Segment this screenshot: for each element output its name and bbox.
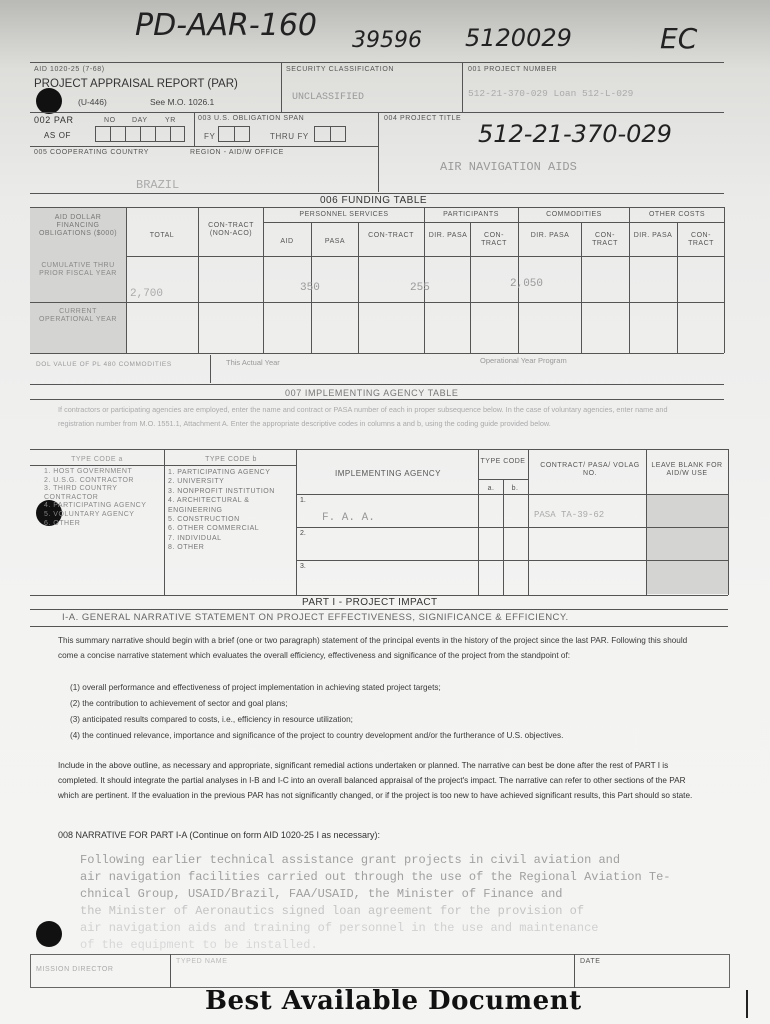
country-label: 005 COOPERATING COUNTRY (34, 149, 150, 156)
handwritten-number: 39596 (352, 28, 422, 53)
blank-header: LEAVE BLANK FOR AID/W USE (651, 462, 723, 477)
agency-row-3-num: 3. (300, 563, 306, 570)
funding-total-header: TOTAL (149, 232, 175, 239)
part1-item-2: (2) the contribution to achievement of sector and goal plans; (70, 699, 288, 708)
code-a-5: 5. VOLUNTARY AGENCY (44, 510, 135, 518)
project-title-value: AIR NAVIGATION AIDS (440, 160, 577, 174)
agency-row-1-num: 1. (300, 497, 306, 504)
handwritten-project-no: 512-21-370-029 (478, 120, 672, 148)
implementing-table-title: 007 IMPLEMENTING AGENCY TABLE (285, 388, 459, 398)
par-label: 002 PAR (34, 115, 74, 125)
funding-commodities-header: COMMODITIES (546, 211, 602, 218)
codes-b-list (168, 468, 294, 553)
code-a-col: a. (487, 485, 495, 492)
no-label: NO (104, 117, 116, 124)
dollar-value-label: DOL VALUE OF PL 480 COMMODITIES (36, 361, 172, 368)
day-label: DAY (132, 117, 148, 124)
funding-pasa-header: PASA (324, 238, 346, 245)
funding-participants-dir-header: DIR. PASA (428, 232, 468, 239)
form-ref: See M.O. 1026.1 (150, 97, 215, 107)
security-value: UNCLASSIFIED (292, 92, 365, 103)
narrative-line-2: air navigation facilities carried out through the use of the Regional Aviation Te- (80, 870, 671, 884)
region-label: REGION - AID/W OFFICE (190, 149, 284, 156)
type-code-a-header: TYPE CODE a (71, 456, 123, 463)
code-b-col: b. (511, 485, 519, 492)
code-b-1: 1. PARTICIPATING AGENCY (168, 469, 271, 476)
form-id: AID 1020-25 (7-68) (34, 66, 105, 73)
project-number-label: 001 PROJECT NUMBER (468, 66, 558, 73)
best-available-stamp: Best Available Document (205, 986, 582, 1016)
code-a-3: 3. THIRD COUNTRY CONTRACTOR (44, 485, 118, 501)
as-of-label: AS OF (44, 131, 72, 140)
narrative-label: 008 NARRATIVE FOR PART I-A (Continue on form AID 1020-25 I as necessary): (58, 830, 380, 840)
yr-label: YR (165, 117, 176, 124)
code-b-3: 3. NONPROFIT INSTITUTION (168, 487, 275, 495)
narrative-typed (80, 852, 710, 954)
handwritten-initials: EC (660, 22, 698, 55)
codes-a-list (44, 468, 162, 528)
part1-item-1: (1) overall performance and effectiveness of project implementation in achieving stated project targets; (70, 683, 441, 692)
operational-year-program: Operational Year Program (480, 356, 567, 365)
funding-row-header: AID DOLLAR FINANCING OBLIGATIONS ($000) (38, 214, 118, 237)
funding-commodities-dir-header: DIR. PASA (530, 232, 570, 239)
form-title: PROJECT APPRAISAL REPORT (PAR) (34, 78, 238, 90)
this-actual-year: This Actual Year (226, 358, 280, 367)
type-code-b-header: TYPE CODE b (205, 456, 257, 463)
funding-personnel-contract-header: CON-TRACT (368, 232, 414, 239)
funding-table-title: 006 FUNDING TABLE (320, 195, 428, 206)
part1-item-3: (3) anticipated results compared to costs, i.e., efficiency in resource utilization; (70, 715, 353, 724)
country-value: BRAZIL (136, 178, 180, 192)
narrative-line-1: Following earlier technical assistance grant projects in civil aviation and (80, 853, 621, 867)
agency-row-1-contract: PASA TA-39-62 (534, 510, 605, 520)
agency-row-2-num: 2. (300, 530, 306, 537)
code-b-8: 8. OTHER (168, 544, 205, 552)
narrative-line-3: chnical Group, USAID/Brazil, FAA/USAID, the Minister of Finance and (80, 887, 563, 901)
funding-aid-header: AID (280, 238, 294, 245)
code-b-4: 4. ARCHITECTURAL & ENGINEERING (168, 497, 250, 514)
code-a-4: 4. PARTICIPATING AGENCY (44, 502, 147, 510)
narrative-line-6: of the equipment to be installed. (80, 938, 318, 952)
narrative-line-4: the Minister of Aeronautics signed loan agreement for the provision of (80, 904, 585, 918)
funding-row-cumulative: CUMULATIVE THRU PRIOR FISCAL YEAR (39, 262, 117, 277)
form-subtitle: (U-446) (78, 97, 107, 107)
agency-row-1-name: F. A. A. (322, 512, 375, 524)
handwritten-id: PD-AAR-160 (135, 8, 317, 43)
part1-item-4: (4) the continued relevance, importance and significance of the project to country development and/or the furtherance of U.S. objectives. (70, 731, 564, 740)
code-b-7: 7. INDIVIDUAL (168, 534, 222, 542)
code-b-6: 6. OTHER COMMERCIAL (168, 525, 260, 533)
punch-hole-3 (36, 921, 62, 947)
implementing-instructions: If contractors or participating agencies are employed, enter the name and contract or PASA number of each in proper subsequence below. In the case of voluntary agencies, enter name and registration number from M.O. 1551.1, Attachment A. Enter the appropriate descriptive codes in columns a and b, using the coding guide provided below. (58, 405, 668, 428)
funding-total-value: 2,700 (130, 288, 164, 300)
funding-commodities-contract-header: CON-TRACT (592, 232, 618, 247)
funding-other-costs-header: OTHER COSTS (648, 211, 706, 218)
funding-participants-header: PARTICIPANTS (443, 211, 499, 218)
handwritten-code: 5120029 (465, 24, 572, 52)
project-title-label: 004 PROJECT TITLE (384, 115, 462, 122)
agency-header: IMPLEMENTING AGENCY (335, 469, 441, 478)
code-b-5: 5. CONSTRUCTION (168, 516, 240, 524)
funding-participants-value: 255 (410, 282, 430, 294)
funding-contract-header: CON-TRACT (NON-ACO) (208, 222, 254, 237)
punch-hole-1 (36, 88, 62, 114)
security-label: SECURITY CLASSIFICATION (286, 66, 395, 73)
obligation-span-label: 003 U.S. OBLIGATION SPAN (198, 115, 305, 122)
funding-participants-contract-header: CON-TRACT (481, 232, 507, 247)
date-label: DATE (580, 958, 601, 965)
code-a-2: 2. U.S.G. CONTRACTOR (44, 476, 134, 484)
typed-name-label: TYPED NAME (176, 958, 228, 965)
code-header: TYPE CODE (480, 458, 526, 465)
narrative-line-5: air navigation aids and training of personnel in the use and maintenance (80, 921, 599, 935)
funding-personnel-value: 350 (300, 282, 320, 294)
part1-intro: This summary narrative should begin with a brief (one or two paragraph) statement of the principal events in the history of the project since the last PAR. Following this should come a concise narrative statement which evaluates the overall efficiency, effectiveness and significance of the project from the standpoint of: (58, 636, 688, 660)
fy-label: FY (204, 132, 216, 141)
code-b-2: 2. UNIVERSITY (168, 478, 225, 486)
part1-include: Include in the above outline, as necessary and appropriate, significant remedial actions undertaken or planned. The narrative can best be done after the rest of PART I is completed. It should integrate the partial analyses in I-B and I-C into an overall balanced appraisal of the project's impact. The narrative can refer to other sections of the PAR which are pertinent. If the evaluation in the previous PAR has not significantly changed, or if the project is too new to have achieved significant results, this Part should so state. (58, 761, 693, 800)
funding-other-dir-header: DIR. PASA (633, 232, 673, 239)
funding-personnel-header: PERSONNEL SERVICES (299, 211, 389, 218)
signature-label: MISSION DIRECTOR (36, 966, 114, 973)
funding-commodities-value: 2,050 (510, 278, 544, 290)
part1-section-title: I-A. GENERAL NARRATIVE STATEMENT ON PROJECT EFFECTIVENESS, SIGNIFICANCE & EFFICIENCY. (62, 612, 569, 623)
part1-title: PART I - PROJECT IMPACT (302, 597, 438, 608)
funding-other-contract-header: CON-TRACT (688, 232, 714, 247)
project-number-value: 512-21-370-029 Loan 512-L-029 (468, 88, 634, 99)
code-a-6: 6. OTHER (44, 519, 81, 527)
code-a-1: 1. HOST GOVERNMENT (44, 468, 133, 475)
thru-fy-label: THRU FY (270, 132, 309, 141)
contract-header: CONTRACT/ PASA/ VOLAG NO. (540, 462, 640, 477)
funding-row-current: CURRENT OPERATIONAL YEAR (39, 308, 117, 323)
